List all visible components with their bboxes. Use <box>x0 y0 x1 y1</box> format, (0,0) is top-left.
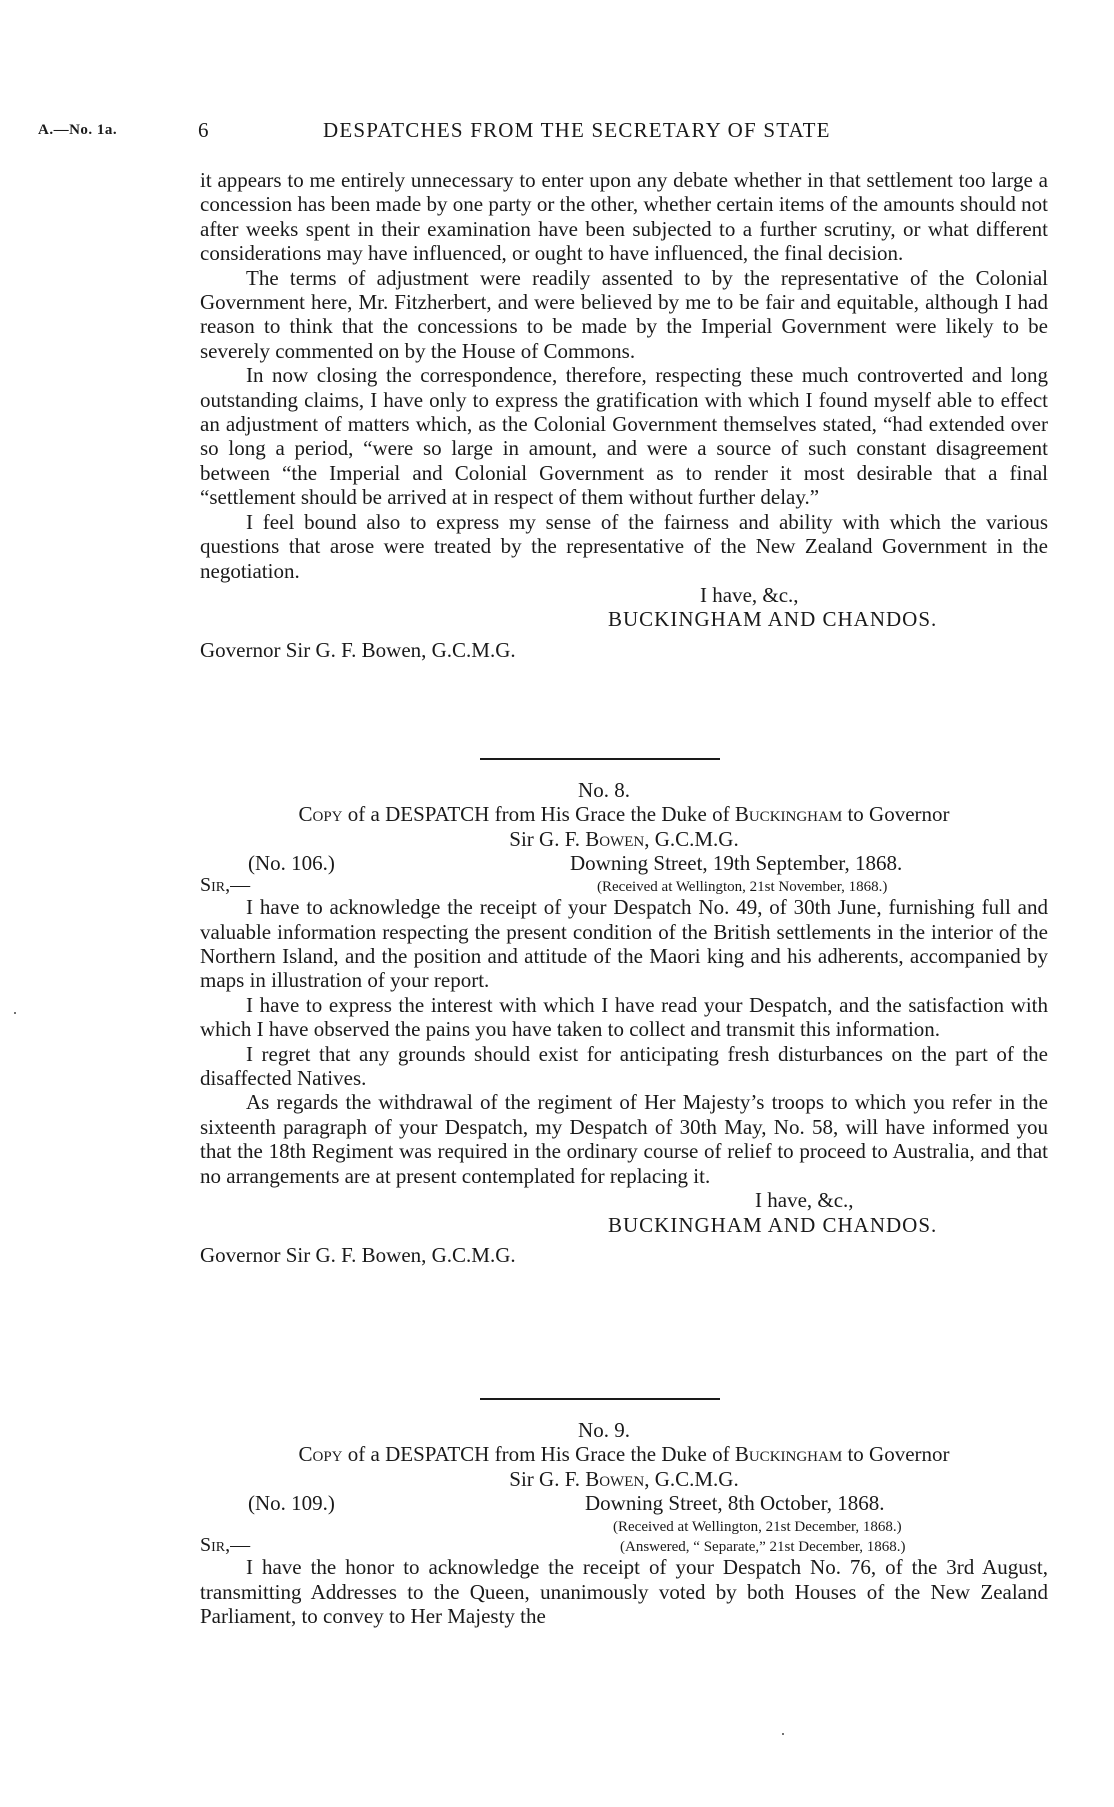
place-date: Downing Street, 8th October, 1868. <box>585 1491 885 1516</box>
signature: BUCKINGHAM AND CHANDOS. <box>608 607 938 632</box>
paragraph: I have to acknowledge the receipt of your Despatch No. 49, of 30th June, furnishing full and valuable information respecting the present condition of the British settlements in the interior of the Northern Island, and the position and attitude of the Maori king and his adherents, accompanied by maps in illustration of your report. <box>200 895 1048 993</box>
addressee: Governor Sir G. F. Bowen, G.C.M.G. <box>200 1242 516 1267</box>
despatch-number: No. 8. <box>578 778 630 802</box>
scan-speck <box>782 1733 784 1735</box>
scan-speck <box>14 1012 16 1014</box>
place-date: Downing Street, 19th September, 1868. <box>570 851 903 876</box>
signature-block <box>200 583 1048 632</box>
despatch-ref-number: (No. 109.) <box>248 1491 335 1516</box>
paragraph: I have to express the interest with which I have read your Despatch, and the satisfaction with which I have observed the pains you have taken to collect and transmit this information. <box>200 992 1048 1042</box>
answered-note: (Answered, “ Separate,” 21st December, 1868.) <box>620 1539 906 1556</box>
closing-line: I have, &c., <box>755 1188 854 1213</box>
received-row <box>200 1515 1048 1535</box>
despatch-continuation <box>200 168 1048 662</box>
closing-line: I have, &c., <box>700 582 799 607</box>
page-number: 6 <box>198 118 209 142</box>
paragraph: The terms of adjustment were readily assented to by the representative of the Colonial Government here, Mr. Fitzherbert, and were believed by me to be fair and equitable, although I had reason to think that the concessions to be made by the Imperial Government were likely to be severely commented on by the House of Commons. <box>200 265 1048 363</box>
despatch-ref-number: (No. 106.) <box>248 851 335 876</box>
answered-row <box>200 1535 1048 1555</box>
paragraph: it appears to me entirely unnecessary to enter upon any debate whether in that settlement too large a concession has been made by one party or the other, whether certain items of the amounts should not after weeks spent in their examination have been subjected to a further scrutiny, or what different considerations may have influenced, or ought to have influenced, the final decision. <box>200 168 1048 266</box>
despatch-heading: Copy of a DESPATCH from His Grace the Duke of Buckingham to Governor Sir G. F. Bowen, G.C.M.G. <box>298 802 950 851</box>
section-divider <box>480 758 720 760</box>
paragraph: I feel bound also to express my sense of the fairness and ability with which the various questions that arose were treated by the representative of the New Zealand Government in the negotiation. <box>200 509 1048 583</box>
received-row <box>200 875 1048 895</box>
despatch-reference-row <box>200 851 1048 875</box>
signature: BUCKINGHAM AND CHANDOS. <box>608 1212 938 1237</box>
despatch-no-9 <box>200 1398 1048 1628</box>
received-note: (Received at Wellington, 21st December, 1868.) <box>613 1519 902 1536</box>
section-divider <box>480 1398 720 1400</box>
addressee: Governor Sir G. F. Bowen, G.C.M.G. <box>200 637 516 662</box>
signature-block <box>200 1188 1048 1237</box>
paragraph: I have the honor to acknowledge the receipt of your Despatch No. 76, of the 3rd August, transmitting Addresses to the Queen, unanimously voted by both Houses of the New Zealand Parliament, to convey to Her Majesty the <box>200 1555 1048 1629</box>
paper-reference: A.—No. 1a. <box>38 122 118 138</box>
paragraph: I regret that any grounds should exist for anticipating fresh disturbances on the part of the disaffected Natives. <box>200 1041 1048 1091</box>
salutation: Sir,— <box>200 1534 251 1557</box>
despatch-number: No. 9. <box>578 1418 630 1442</box>
running-title: DESPATCHES FROM THE SECRETARY OF STATE <box>323 118 831 142</box>
page-header <box>38 118 1038 146</box>
paragraph: In now closing the correspondence, therefore, respecting these much controverted and long outstanding claims, I have only to express the gratification with which I found myself able to effect an adjustment of matters which, as the Colonial Government themselves stated, “had extended over so long a period, “were so large in amount, and were a source of such constant disagreement between “the Imperial and Colonial Government as to render it most desirable that a final “settlement should be arrived at in respect of them without further delay.” <box>200 363 1048 510</box>
despatch-no-8 <box>200 758 1048 1267</box>
salutation: Sir,— <box>200 874 251 897</box>
despatch-heading: Copy of a DESPATCH from His Grace the Duke of Buckingham to Governor Sir G. F. Bowen, G.C.M.G. <box>298 1442 950 1491</box>
despatch-reference-row <box>200 1491 1048 1515</box>
paragraph: As regards the withdrawal of the regiment of Her Majesty’s troops to which you refer in the sixteenth paragraph of your Despatch, my Despatch of 30th May, No. 58, will have informed you that the 18th Regiment was required in the ordinary course of relief to proceed to Australia, and that no arrangements are at present contemplated for replacing it. <box>200 1090 1048 1188</box>
received-note: (Received at Wellington, 21st November, 1868.) <box>597 879 888 896</box>
